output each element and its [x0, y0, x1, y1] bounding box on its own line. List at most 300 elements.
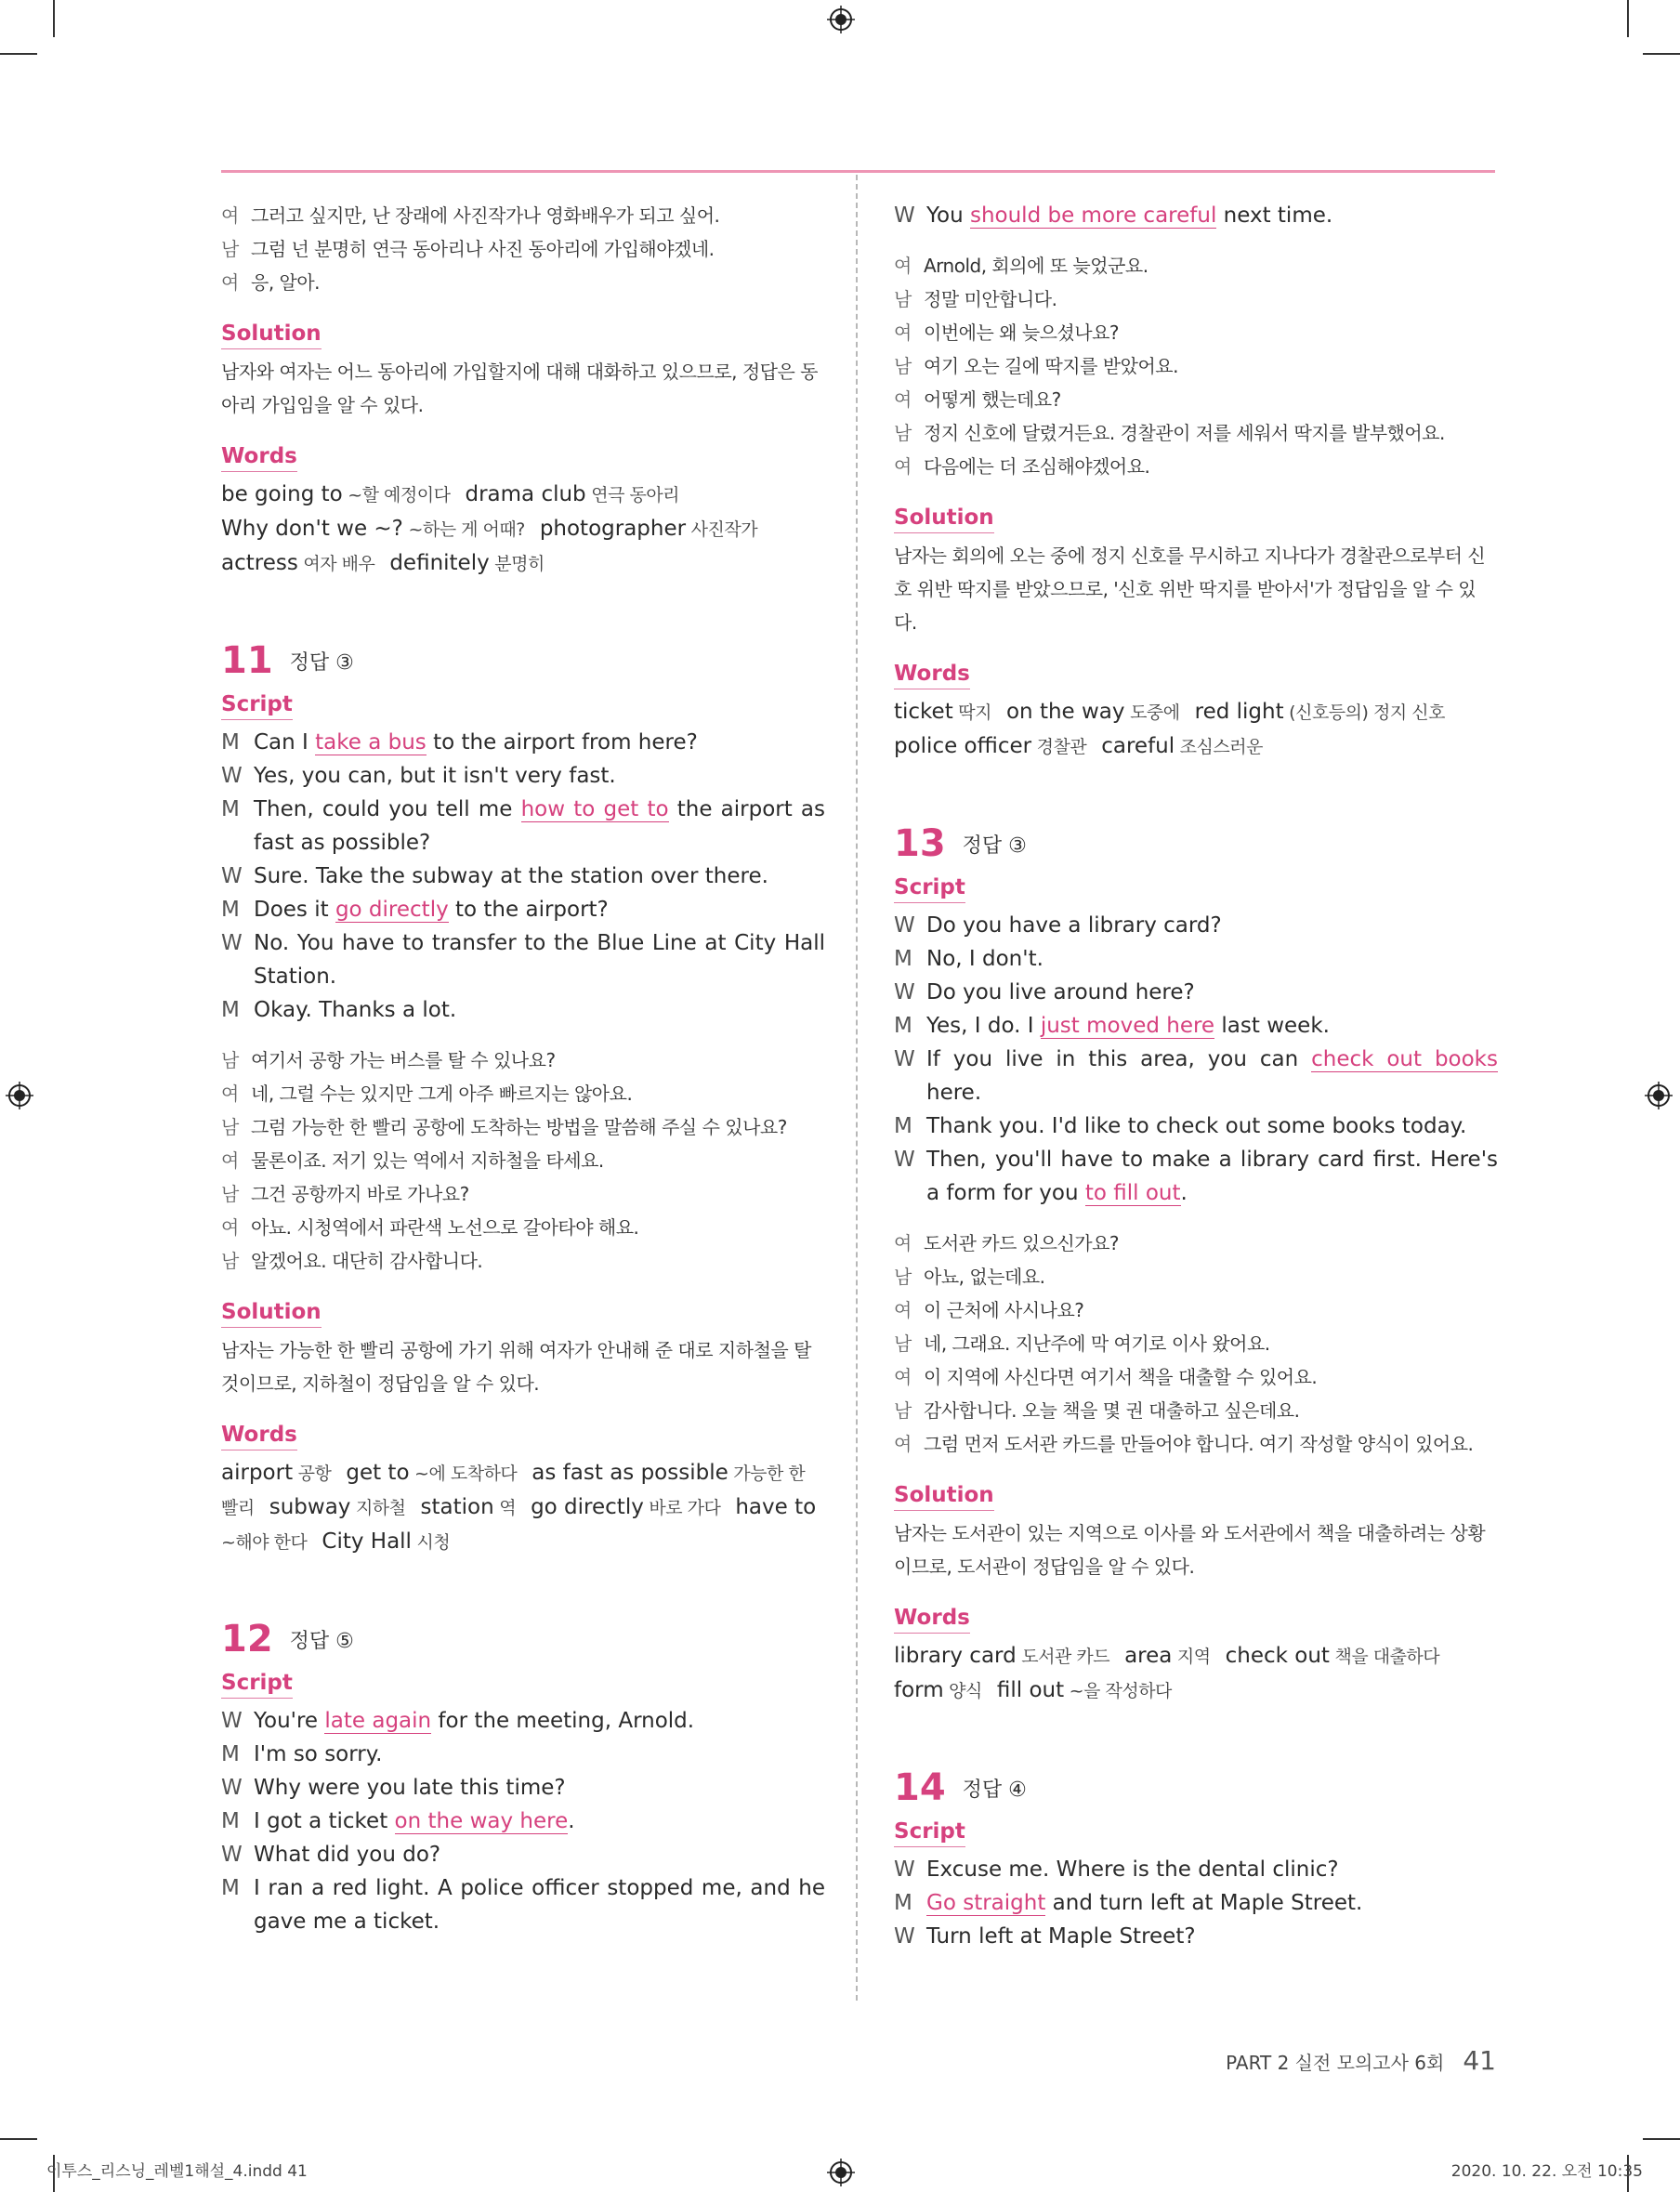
line-text: [254, 993, 825, 1027]
text-run: Sure. Take the subway at the station over there.: [254, 864, 768, 888]
line-text: 응, 알아.: [251, 271, 321, 294]
speaker-label: 남: [221, 238, 239, 260]
text-run: I got a ticket: [254, 1809, 395, 1833]
speaker-label: W: [894, 980, 915, 1004]
word-english: get to: [346, 1461, 410, 1485]
text-run: for the meeting, Arnold.: [431, 1709, 695, 1733]
solution-text: 남자는 가능한 한 빨리 공항에 가기 위해 여자가 안내해 준 대로 지하철을 탈 것이므로, 지하철이 정답임을 알 수 있다.: [221, 1339, 811, 1395]
script-line: [221, 1771, 825, 1805]
text-run: I'm so sorry.: [254, 1742, 383, 1766]
text-run: Yes, I do. I: [926, 1014, 1041, 1038]
word-entry: [346, 1461, 517, 1485]
speaker-label: W: [894, 1047, 915, 1071]
speaker-label: 여: [894, 1299, 912, 1321]
word-entry: [221, 482, 450, 506]
line-text: 감사합니다. 오늘 책을 몇 권 대출하고 싶은데요.: [924, 1399, 1300, 1422]
top-rule: [221, 170, 1495, 173]
line-text: 네, 그래요. 지난주에 막 여기로 이사 왔어요.: [924, 1332, 1270, 1355]
script-line: [894, 1009, 1498, 1043]
speaker-label: 남: [221, 1116, 239, 1138]
word-entry: [221, 1461, 331, 1485]
script-label: Script: [894, 1818, 965, 1847]
speaker-label: 남: [221, 1183, 239, 1205]
script-line: [221, 1805, 825, 1838]
text-run: next time.: [1216, 203, 1333, 228]
line-text: 정말 미안합니다.: [924, 288, 1057, 310]
speaker-label: M: [221, 730, 240, 755]
text-run: Do you live around here?: [926, 980, 1195, 1004]
text-run: to the airport?: [448, 898, 609, 922]
speaker-label: 여: [221, 1083, 239, 1105]
script-label: Script: [221, 690, 293, 720]
speaker-label: W: [221, 1776, 243, 1800]
word-entry: [894, 734, 1086, 758]
word-english: as fast as possible: [532, 1461, 728, 1485]
text-run: What did you do?: [254, 1843, 441, 1867]
script-label: Script: [894, 873, 965, 903]
line-text: 이 근처에 사시나요?: [924, 1299, 1084, 1321]
speaker-label: 여: [894, 1366, 912, 1388]
speaker-label: W: [894, 1857, 915, 1882]
text-run: Excuse me. Where is the dental clinic?: [926, 1857, 1339, 1882]
word-meaning: ~할 예정이다: [342, 485, 451, 505]
line-text: 아뇨. 시청역에서 파란색 노선으로 갈아타야 해요.: [251, 1216, 639, 1239]
line-text: [254, 893, 825, 926]
highlighted-phrase: just moved here: [1040, 1014, 1215, 1038]
line-text: [926, 1043, 1498, 1109]
word-entry: [894, 1644, 1109, 1668]
answer-label: 정답 ③: [962, 833, 1027, 858]
text-run: Why were you late this time?: [254, 1776, 566, 1800]
speaker-label: 여: [894, 455, 912, 478]
crop-mark: [1643, 2138, 1680, 2140]
translation-line: [221, 232, 825, 266]
word-meaning: 역: [493, 1498, 517, 1518]
word-entry: [421, 1495, 517, 1519]
word-english: be going to: [221, 482, 343, 506]
word-entry: [1101, 734, 1263, 758]
script-line: [221, 860, 825, 893]
answer-label: 정답 ④: [962, 1778, 1027, 1802]
speaker-label: M: [894, 1114, 912, 1138]
word-english: library card: [894, 1644, 1017, 1668]
translation-line: [221, 1077, 825, 1110]
line-text: 도서관 카드 있으신가요?: [924, 1232, 1120, 1254]
word-english: airport: [221, 1461, 294, 1485]
word-entry: [269, 1495, 406, 1519]
word-entry: [1195, 700, 1445, 724]
text-run: If you live in this area, you can: [926, 1047, 1312, 1071]
speaker-label: W: [894, 203, 915, 228]
solution-label: Solution: [894, 1481, 994, 1511]
translation-line: [894, 416, 1498, 450]
line-text: [926, 909, 1498, 942]
speaker-label: 여: [894, 1232, 912, 1254]
speaker-label: W: [894, 913, 915, 938]
highlighted-phrase: go directly: [335, 898, 449, 922]
word-meaning: 양식: [943, 1681, 982, 1701]
crop-mark: [1627, 0, 1629, 37]
translation-line: [894, 1227, 1498, 1260]
registration-mark-icon: [827, 6, 855, 33]
line-text: [254, 1838, 825, 1871]
question-header: [894, 818, 1498, 870]
word-english: careful: [1101, 734, 1175, 758]
text-run: Okay. Thanks a lot.: [254, 998, 457, 1022]
highlighted-phrase: to fill out: [1084, 1181, 1181, 1205]
translation-line: [894, 349, 1498, 383]
line-text: [254, 1771, 825, 1805]
speaker-label: M: [221, 797, 240, 821]
word-english: subway: [269, 1495, 351, 1519]
line-text: [254, 1805, 825, 1838]
speaker-label: M: [221, 1876, 240, 1900]
highlighted-phrase: should be more careful: [969, 203, 1217, 228]
script-line: [894, 942, 1498, 976]
text-run: to the airport from here?: [426, 730, 698, 755]
speaker-label: 여: [894, 322, 912, 344]
translation-line: [894, 1260, 1498, 1293]
line-text: 물론이죠. 저기 있는 역에서 지하철을 타세요.: [251, 1149, 604, 1172]
question-number: 12: [221, 1618, 273, 1660]
word-meaning: 연극 동아리: [585, 485, 680, 505]
text-run: Do you have a library card?: [926, 913, 1222, 938]
text-run: .: [1180, 1181, 1188, 1205]
word-english: station: [420, 1495, 494, 1519]
speaker-label: 남: [894, 1266, 912, 1288]
crop-mark: [1643, 53, 1680, 55]
word-meaning: 사진작가: [686, 519, 758, 540]
text-run: here.: [926, 1081, 982, 1105]
speaker-label: W: [894, 1148, 915, 1172]
word-entry: [540, 517, 757, 541]
words-list: [894, 1639, 1498, 1708]
word-entry: [531, 1495, 720, 1519]
answer-label: 정답 ③: [289, 650, 354, 675]
script-line: [221, 926, 825, 993]
line-text: 그럼 가능한 한 빨리 공항에 도착하는 방법을 말씀해 주실 수 있나요?: [251, 1116, 787, 1138]
line-text: 아뇨, 없는데요.: [924, 1266, 1045, 1288]
intro-translation: [221, 199, 825, 299]
translation-line: [894, 450, 1498, 483]
word-english: go directly: [531, 1495, 644, 1519]
word-english: area: [1124, 1644, 1173, 1668]
speaker-label: M: [894, 1014, 912, 1038]
slug-date: 2020. 10. 22. 오전 10:35: [1450, 2162, 1643, 2181]
speaker-label: W: [221, 864, 243, 888]
script-dialogue: [894, 909, 1498, 1210]
translation-line: [221, 1043, 825, 1077]
line-text: 여기서 공항 가는 버스를 탈 수 있나요?: [251, 1049, 556, 1071]
translation-line: [221, 1144, 825, 1177]
words-label: Words: [894, 1604, 970, 1634]
translation-line: [221, 1211, 825, 1244]
word-english: drama club: [465, 482, 586, 506]
script-dialogue: [221, 726, 825, 1027]
part-title: PART 2 실전 모의고사 6회: [1226, 2052, 1445, 2074]
text-run: Then, you'll have to make a library card first. Here's a form for you: [926, 1148, 1498, 1205]
line-text: 여기 오는 길에 딱지를 받았어요.: [924, 355, 1178, 377]
crop-mark: [53, 0, 55, 37]
script-line: [221, 993, 825, 1027]
line-text: [254, 926, 825, 993]
page-footer: [1226, 2045, 1496, 2076]
highlighted-phrase: check out books: [1311, 1047, 1498, 1071]
word-english: ticket: [894, 700, 953, 724]
speaker-label: W: [894, 1924, 915, 1949]
solution-label: Solution: [221, 1298, 322, 1328]
speaker-label: 여: [221, 1149, 239, 1172]
script-line: [221, 726, 825, 759]
words-label: Words: [221, 442, 297, 472]
word-english: check out: [1225, 1644, 1330, 1668]
word-english: have to: [735, 1495, 817, 1519]
line-text: 이 지역에 사신다면 여기서 책을 대출할 수 있어요.: [924, 1366, 1318, 1388]
line-text: [254, 793, 825, 860]
word-meaning: 바로 가다: [643, 1498, 721, 1518]
script-line: [221, 1871, 825, 1938]
line-text: [254, 1704, 825, 1738]
question-header: [894, 1762, 1498, 1814]
script-line: [894, 1920, 1498, 1953]
word-entry: [894, 1678, 982, 1702]
word-english: fill out: [996, 1678, 1065, 1702]
words-list: [894, 695, 1498, 764]
word-entry: [894, 700, 991, 724]
speaker-label: 남: [221, 1250, 239, 1272]
line-text: 정지 신호에 달렸거든요. 경찰관이 저를 세워서 딱지를 발부했어요.: [924, 422, 1445, 444]
word-entry: [221, 517, 525, 541]
line-text: 그럼 먼저 도서관 카드를 만들어야 합니다. 여기 작성할 양식이 있어요.: [924, 1433, 1474, 1455]
speaker-label: M: [221, 1742, 240, 1766]
solution-label: Solution: [894, 504, 994, 533]
word-meaning: 책을 대출하다: [1329, 1647, 1440, 1667]
speaker-label: 남: [894, 1399, 912, 1422]
word-english: on the way: [1005, 700, 1125, 724]
line-text: [926, 942, 1498, 976]
word-meaning: (신호등의) 정지 신호: [1283, 702, 1445, 723]
translation-line: [894, 1327, 1498, 1360]
highlighted-phrase: how to get to: [520, 797, 669, 821]
column-divider: [856, 175, 858, 2001]
word-meaning: 가능한 한 빨리: [221, 1464, 806, 1518]
translation-line: [894, 1427, 1498, 1461]
word-meaning: 경찰관: [1031, 737, 1087, 757]
line-text: [254, 726, 825, 759]
text-run: Then, could you tell me: [254, 797, 521, 821]
line-text: 이번에는 왜 늦으셨나요?: [924, 322, 1120, 344]
speaker-label: M: [894, 947, 912, 971]
script-line: [221, 793, 825, 860]
text-run: last week.: [1214, 1014, 1330, 1038]
script-line: [221, 1838, 825, 1871]
registration-mark-icon: [827, 2159, 855, 2186]
word-meaning: ~에 도착하다: [409, 1464, 518, 1484]
speaker-label: 여: [221, 271, 239, 294]
question-number: 13: [894, 822, 946, 865]
solution-text: 남자와 여자는 어느 동아리에 가입할지에 대해 대화하고 있으므로, 정답은 동아리 가입임을 알 수 있다.: [221, 361, 818, 416]
line-text: [926, 1853, 1498, 1886]
word-entry: [1226, 1644, 1440, 1668]
right-column: [894, 199, 1498, 1953]
line-text: [926, 1920, 1498, 1953]
word-english: red light: [1194, 700, 1284, 724]
script-line: [894, 1853, 1498, 1886]
script-line: [894, 909, 1498, 942]
translation: [221, 1043, 825, 1278]
highlighted-phrase: on the way here: [394, 1809, 569, 1833]
text-run: No. You have to transfer to the Blue Line at City Hall Station.: [254, 931, 825, 989]
word-meaning: 지역: [1172, 1647, 1211, 1667]
speaker-label: 여: [221, 204, 239, 227]
word-english: Why don't we ~?: [221, 517, 403, 541]
speaker-label: 여: [221, 1216, 239, 1239]
translation-line: [894, 383, 1498, 416]
solution-text: 남자는 도서관이 있는 지역으로 이사를 와 도서관에서 책을 대출하려는 상황이므로, 도서관이 정답임을 알 수 있다.: [894, 1522, 1486, 1578]
word-meaning: 도서관 카드: [1016, 1647, 1110, 1667]
solution-label: Solution: [221, 320, 322, 349]
line-text: 그럼 넌 분명히 연극 동아리나 사진 동아리에 가입해야겠네.: [251, 238, 715, 260]
speaker-label: 남: [894, 355, 912, 377]
line-text: 그건 공항까지 바로 가나요?: [251, 1183, 469, 1205]
translation-line: [221, 266, 825, 299]
registration-mark-icon: [1645, 1082, 1673, 1109]
speaker-label: 남: [894, 288, 912, 310]
script-line: [894, 1143, 1498, 1210]
script-line: [894, 199, 1498, 232]
word-entry: [389, 551, 544, 575]
line-text: Arnold, 회의에 또 늦었군요.: [924, 255, 1148, 277]
script-line: [894, 976, 1498, 1009]
script-line: [894, 1109, 1498, 1143]
question-number: 11: [221, 639, 273, 682]
registration-mark-icon: [6, 1082, 33, 1109]
script-line: [221, 759, 825, 793]
highlighted-phrase: Go straight: [926, 1891, 1046, 1915]
speaker-label: M: [221, 998, 240, 1022]
text-run: You're: [254, 1709, 325, 1733]
page-number: 41: [1463, 2045, 1496, 2076]
speaker-label: W: [221, 931, 243, 955]
translation-line: [894, 1394, 1498, 1427]
line-text: [254, 759, 825, 793]
question-header: [221, 635, 825, 687]
words-list: [221, 478, 825, 581]
word-meaning: 지하철: [350, 1498, 406, 1518]
word-entry: [322, 1529, 450, 1554]
speaker-label: M: [221, 898, 240, 922]
script-dialogue: [894, 199, 1498, 232]
text-run: You: [926, 203, 970, 228]
line-text: [926, 199, 1498, 232]
question-number: 14: [894, 1766, 946, 1809]
word-meaning: ~을 작성하다: [1064, 1681, 1172, 1701]
text-run: Yes, you can, but it isn't very fast.: [254, 764, 616, 788]
word-entry: [221, 551, 374, 575]
translation-line: [894, 249, 1498, 282]
text-run: the airport as fast as possible?: [254, 797, 826, 855]
line-text: [926, 1886, 1498, 1920]
translation-line: [221, 1244, 825, 1278]
word-english: City Hall: [322, 1529, 412, 1554]
text-run: and turn left at Maple Street.: [1045, 1891, 1363, 1915]
word-entry: [997, 1678, 1172, 1702]
crop-mark: [0, 53, 37, 55]
translation-line: [221, 199, 825, 232]
speaker-label: 남: [221, 1049, 239, 1071]
speaker-label: 여: [894, 255, 912, 277]
word-english: police officer: [894, 734, 1032, 758]
text-run: Thank you. I'd like to check out some books today.: [926, 1114, 1467, 1138]
script-line: [221, 1738, 825, 1771]
highlighted-phrase: take a bus: [315, 730, 427, 755]
script-dialogue: [894, 1853, 1498, 1953]
script-line: [221, 893, 825, 926]
word-entry: [1124, 1644, 1211, 1668]
words-label: Words: [221, 1421, 297, 1450]
text-run: Does it: [254, 898, 335, 922]
line-text: [926, 1143, 1498, 1210]
speaker-label: W: [221, 1843, 243, 1867]
answer-label: 정답 ⑤: [289, 1629, 354, 1653]
left-column: [221, 199, 825, 1938]
translation: [894, 1227, 1498, 1461]
translation-line: [894, 282, 1498, 316]
speaker-label: 남: [894, 1332, 912, 1355]
question-header: [221, 1613, 825, 1665]
text-run: Can I: [254, 730, 316, 755]
word-english: photographer: [539, 517, 687, 541]
script-line: [894, 1043, 1498, 1109]
script-label: Script: [221, 1669, 293, 1699]
line-text: 다음에는 더 조심해야겠어요.: [924, 455, 1150, 478]
word-meaning: 분명히: [489, 554, 545, 574]
word-meaning: 조심스러운: [1175, 737, 1263, 757]
translation-line: [894, 1293, 1498, 1327]
highlighted-phrase: late again: [324, 1709, 432, 1733]
line-text: 어떻게 했는데요?: [924, 388, 1061, 411]
speaker-label: 여: [894, 388, 912, 411]
speaker-label: W: [221, 764, 243, 788]
word-meaning: ~하는 게 어때?: [402, 519, 525, 540]
line-text: 그러고 싶지만, 난 장래에 사진작가나 영화배우가 되고 싶어.: [251, 204, 720, 227]
crop-mark: [0, 2138, 37, 2140]
line-text: [254, 860, 825, 893]
line-text: 알겠어요. 대단히 감사합니다.: [251, 1250, 483, 1272]
word-meaning: ~해야 한다: [221, 1532, 308, 1553]
speaker-label: W: [221, 1709, 243, 1733]
translation-line: [221, 1110, 825, 1144]
line-text: [926, 1009, 1498, 1043]
text-run: Turn left at Maple Street?: [926, 1924, 1196, 1949]
line-text: [926, 976, 1498, 1009]
words-list: [221, 1456, 825, 1559]
word-meaning: 공항: [293, 1464, 332, 1484]
line-text: [254, 1738, 825, 1771]
solution-text: 남자는 회의에 오는 중에 정지 신호를 무시하고 지나다가 경찰관으로부터 신호 위반 딱지를 받았으므로, '신호 위반 딱지를 받아서'가 정답임을 알 수 있다.: [894, 545, 1486, 634]
translation-line: [894, 1360, 1498, 1394]
script-line: [894, 1886, 1498, 1920]
word-meaning: 시청: [411, 1532, 451, 1553]
word-entry: [465, 482, 679, 506]
text-run: I ran a red light. A police officer stopped me, and he gave me a ticket.: [254, 1876, 825, 1934]
text-run: No, I don't.: [926, 947, 1043, 971]
slug-file: 이투스_리스닝_레벨1해설_4.indd 41: [46, 2162, 308, 2181]
speaker-label: 남: [894, 422, 912, 444]
word-meaning: 여자 배우: [297, 554, 375, 574]
word-english: form: [894, 1678, 944, 1702]
line-text: 네, 그럴 수는 있지만 그게 아주 빠르지는 않아요.: [251, 1083, 633, 1105]
